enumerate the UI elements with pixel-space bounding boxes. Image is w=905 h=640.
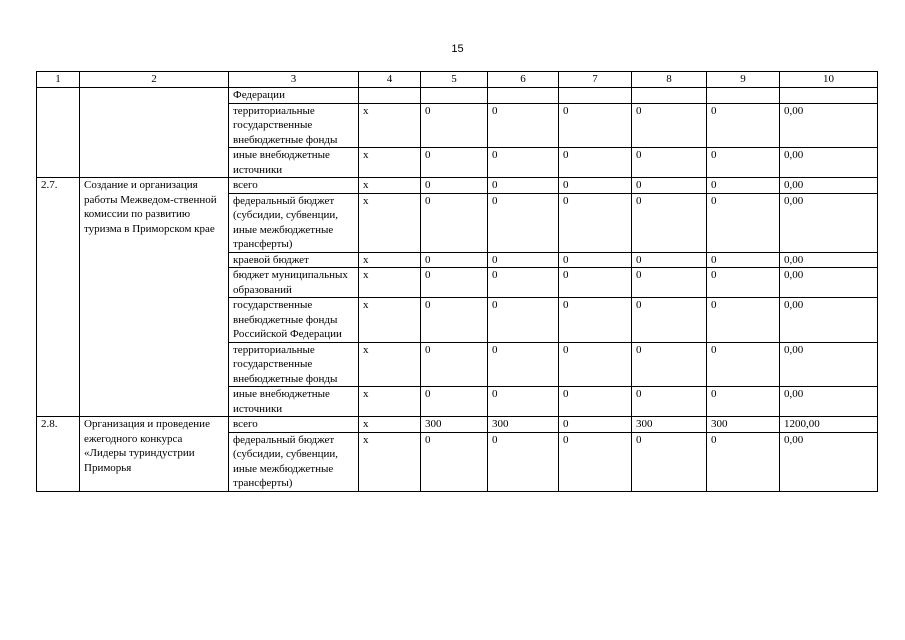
value-cell: 0 xyxy=(632,387,707,417)
value-cell: x xyxy=(359,252,421,268)
value-cell: 0,00 xyxy=(780,193,878,252)
column-header: 7 xyxy=(559,72,632,88)
funding-source-cell: всего xyxy=(229,178,359,194)
value-cell: 0 xyxy=(632,268,707,298)
value-cell: 0 xyxy=(488,342,559,387)
value-cell: 0 xyxy=(421,432,488,491)
value-cell: 0 xyxy=(559,252,632,268)
value-cell: 0 xyxy=(421,193,488,252)
value-cell: x xyxy=(359,417,421,433)
value-cell: 0 xyxy=(632,178,707,194)
funding-source-cell: территориальные государственные внебюджетные фонды xyxy=(229,103,359,148)
value-cell: 0 xyxy=(632,342,707,387)
item-name-cell: Организация и проведение ежегодного конкурса «Лидеры туриндустрии Приморья xyxy=(80,417,229,492)
item-name-cell xyxy=(80,88,229,178)
value-cell: 0 xyxy=(421,387,488,417)
value-cell: 300 xyxy=(632,417,707,433)
value-cell: 0 xyxy=(559,268,632,298)
value-cell: 0 xyxy=(559,148,632,178)
column-header: 9 xyxy=(707,72,780,88)
column-header: 10 xyxy=(780,72,878,88)
value-cell: 0 xyxy=(421,342,488,387)
value-cell: 300 xyxy=(421,417,488,433)
funding-source-cell: всего xyxy=(229,417,359,433)
funding-source-cell: государственные внебюджетные фонды Российской Федерации xyxy=(229,298,359,343)
value-cell: 0 xyxy=(559,342,632,387)
column-header: 5 xyxy=(421,72,488,88)
value-cell: 0 xyxy=(707,193,780,252)
value-cell xyxy=(421,88,488,104)
value-cell: x xyxy=(359,268,421,298)
item-number-cell xyxy=(37,88,80,178)
value-cell: 0 xyxy=(488,432,559,491)
item-number-cell: 2.8. xyxy=(37,417,80,492)
value-cell: 0 xyxy=(559,432,632,491)
value-cell xyxy=(559,88,632,104)
value-cell: 0 xyxy=(707,178,780,194)
value-cell: 0 xyxy=(559,298,632,343)
value-cell: 0 xyxy=(632,298,707,343)
column-header: 6 xyxy=(488,72,559,88)
table-row xyxy=(37,417,878,433)
value-cell: 0,00 xyxy=(780,387,878,417)
value-cell: 0,00 xyxy=(780,148,878,178)
value-cell: 0 xyxy=(559,387,632,417)
value-cell: 300 xyxy=(707,417,780,433)
value-cell: 0 xyxy=(421,148,488,178)
column-header: 4 xyxy=(359,72,421,88)
value-cell: 0 xyxy=(421,103,488,148)
value-cell xyxy=(488,88,559,104)
value-cell: 0 xyxy=(488,193,559,252)
value-cell: 0,00 xyxy=(780,103,878,148)
item-number-cell: 2.7. xyxy=(37,178,80,417)
value-cell: 0 xyxy=(632,103,707,148)
value-cell: 0 xyxy=(632,148,707,178)
funding-source-cell: федеральный бюджет (субсидии, субвенции, иные межбюджетные трансферты) xyxy=(229,193,359,252)
value-cell xyxy=(632,88,707,104)
value-cell: 0 xyxy=(421,268,488,298)
value-cell: x xyxy=(359,342,421,387)
value-cell: 0 xyxy=(488,387,559,417)
budget-table xyxy=(36,71,878,492)
column-header: 1 xyxy=(37,72,80,88)
value-cell: 0 xyxy=(488,268,559,298)
value-cell: 0 xyxy=(632,252,707,268)
value-cell: 0 xyxy=(559,103,632,148)
value-cell: 0 xyxy=(488,298,559,343)
value-cell: x xyxy=(359,178,421,194)
value-cell: 0 xyxy=(707,387,780,417)
value-cell: 0 xyxy=(421,178,488,194)
value-cell: 0 xyxy=(559,193,632,252)
funding-source-cell: территориальные государственные внебюджетные фонды xyxy=(229,342,359,387)
value-cell: 0 xyxy=(559,178,632,194)
value-cell: 0 xyxy=(707,252,780,268)
value-cell: 0 xyxy=(421,252,488,268)
funding-source-cell: бюджет муниципальных образований xyxy=(229,268,359,298)
value-cell: 1200,00 xyxy=(780,417,878,433)
value-cell: 0 xyxy=(488,148,559,178)
funding-source-cell: иные внебюджетные источники xyxy=(229,387,359,417)
value-cell xyxy=(359,88,421,104)
value-cell: 0 xyxy=(707,432,780,491)
value-cell: 0 xyxy=(421,298,488,343)
value-cell: 0 xyxy=(707,268,780,298)
funding-source-cell: федеральный бюджет (субсидии, субвенции, иные межбюджетные трансферты) xyxy=(229,432,359,491)
value-cell: 0,00 xyxy=(780,178,878,194)
value-cell: 0 xyxy=(488,103,559,148)
value-cell: 0,00 xyxy=(780,342,878,387)
value-cell: x xyxy=(359,432,421,491)
value-cell: x xyxy=(359,298,421,343)
value-cell: 0,00 xyxy=(780,432,878,491)
column-header: 8 xyxy=(632,72,707,88)
value-cell: 0,00 xyxy=(780,298,878,343)
value-cell: 0 xyxy=(707,103,780,148)
funding-source-cell: краевой бюджет xyxy=(229,252,359,268)
value-cell: x xyxy=(359,193,421,252)
table-row xyxy=(37,88,878,104)
value-cell: 0 xyxy=(559,417,632,433)
funding-source-cell: иные внебюджетные источники xyxy=(229,148,359,178)
value-cell xyxy=(707,88,780,104)
value-cell: 0 xyxy=(707,298,780,343)
value-cell: 0 xyxy=(707,148,780,178)
value-cell: 0 xyxy=(632,432,707,491)
value-cell: 0 xyxy=(488,178,559,194)
page-number: 15 xyxy=(451,43,464,55)
column-header: 2 xyxy=(80,72,229,88)
value-cell: 300 xyxy=(488,417,559,433)
value-cell xyxy=(780,88,878,104)
value-cell: 0 xyxy=(488,252,559,268)
value-cell: x xyxy=(359,387,421,417)
value-cell: 0,00 xyxy=(780,252,878,268)
value-cell: x xyxy=(359,148,421,178)
value-cell: 0 xyxy=(707,342,780,387)
value-cell: 0,00 xyxy=(780,268,878,298)
funding-source-cell: Федерации xyxy=(229,88,359,104)
item-name-cell: Создание и организация работы Межведом-ственной комиссии по развитию туризма в Приморском крае xyxy=(80,178,229,417)
table-row xyxy=(37,178,878,194)
value-cell: x xyxy=(359,103,421,148)
column-number-row xyxy=(37,72,878,88)
value-cell: 0 xyxy=(632,193,707,252)
column-header: 3 xyxy=(229,72,359,88)
